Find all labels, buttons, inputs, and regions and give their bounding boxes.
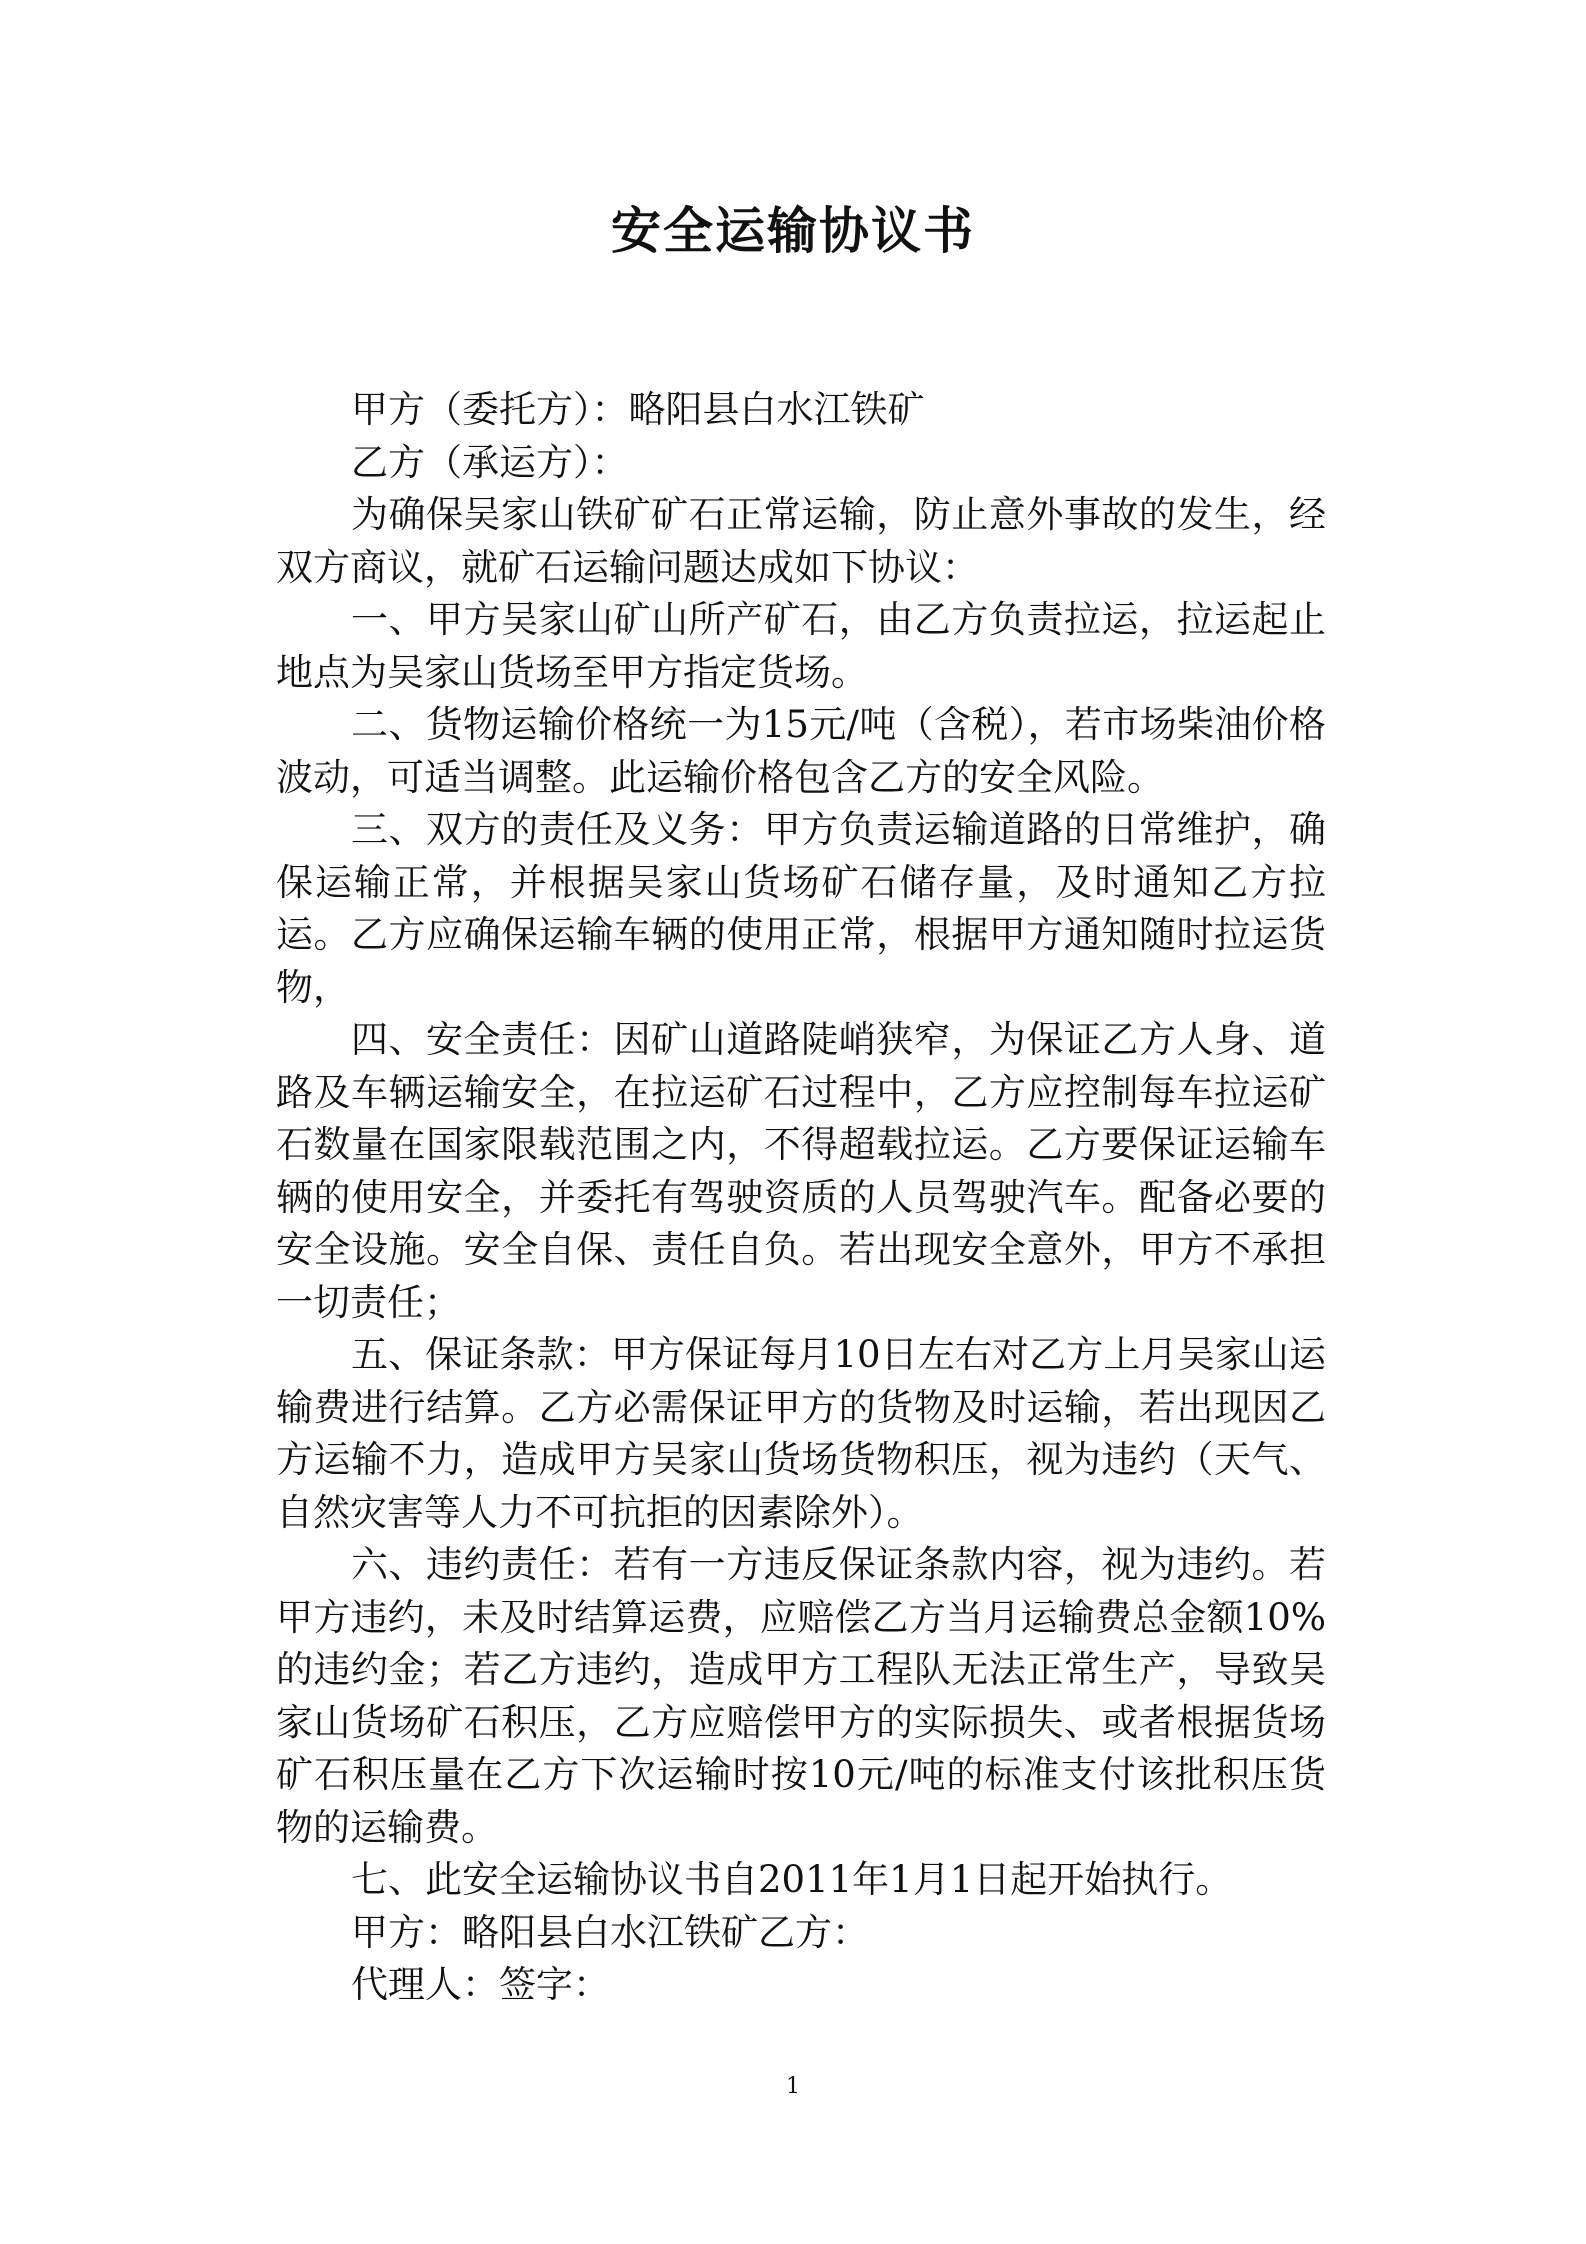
clause-5: 五、保证条款：甲方保证每月10日左右对乙方上月吴家山运输费进行结算。乙方必需保证甲方的货物及时运输，若出现因乙方运输不力，造成甲方吴家山货场货物积压，视为违约（天气、自然灾害等人力不可抗拒的因素除外）。 [276, 1333, 1326, 1534]
party-a-line: 甲方（委托方）：略阳县白水江铁矿 [351, 388, 925, 431]
page-number: 1 [786, 2074, 800, 2099]
clause-1: 一、甲方吴家山矿山所产矿石，由乙方负责拉运，拉运起止地点为吴家山货场至甲方指定货场。 [276, 598, 1326, 694]
clause-2: 二、货物运输价格统一为15元/吨（含税），若市场柴油价格波动，可适当调整。此运输价格包含乙方的安全风险。 [276, 703, 1326, 799]
clause-3: 三、双方的责任及义务：甲方负责运输道路的日常维护，确保运输正常，并根据吴家山货场矿石储存量，及时通知乙方拉运。乙方应确保运输车辆的使用正常，根据甲方通知随时拉运货物， [276, 808, 1326, 1009]
clause-6: 六、违约责任：若有一方违反保证条款内容，视为违约。若甲方违约，未及时结算运费，应赔偿乙方当月运输费总金额10%的违约金；若乙方违约，造成甲方工程队无法正常生产，导致吴家山货场矿石积压，乙方应赔偿甲方的实际损失、或者根据货场矿石积压量在乙方下次运输时按10元/吨的标准支付该批积压货物的运输费。 [276, 1543, 1326, 1849]
agent-line: 代理人：签字： [351, 1963, 610, 2006]
party-b-line: 乙方（承运方）： [351, 440, 629, 484]
document-body [276, 384, 1326, 2012]
intro-paragraph: 为确保吴家山铁矿矿石正常运输，防止意外事故的发生，经双方商议，就矿石运输问题达成如下协议： [276, 493, 1326, 589]
signature-line: 甲方：略阳县白水江铁矿乙方： [351, 1910, 869, 1954]
clause-4: 四、安全责任：因矿山道路陡峭狭窄，为保证乙方人身、道路及车辆运输安全，在拉运矿石过程中，乙方应控制每车拉运矿石数量在国家限载范围之内，不得超载拉运。乙方要保证运输车辆的使用安全，并委托有驾驶资质的人员驾驶汽车。配备必要的安全设施。安全自保、责任自负。若出现安全意外，甲方不承担一切责任； [276, 1018, 1326, 1324]
document-title: 安全运输协议书 [611, 202, 975, 260]
clause-7: 七、此安全运输协议书自2011年1月1日起开始执行。 [351, 1858, 1233, 1901]
